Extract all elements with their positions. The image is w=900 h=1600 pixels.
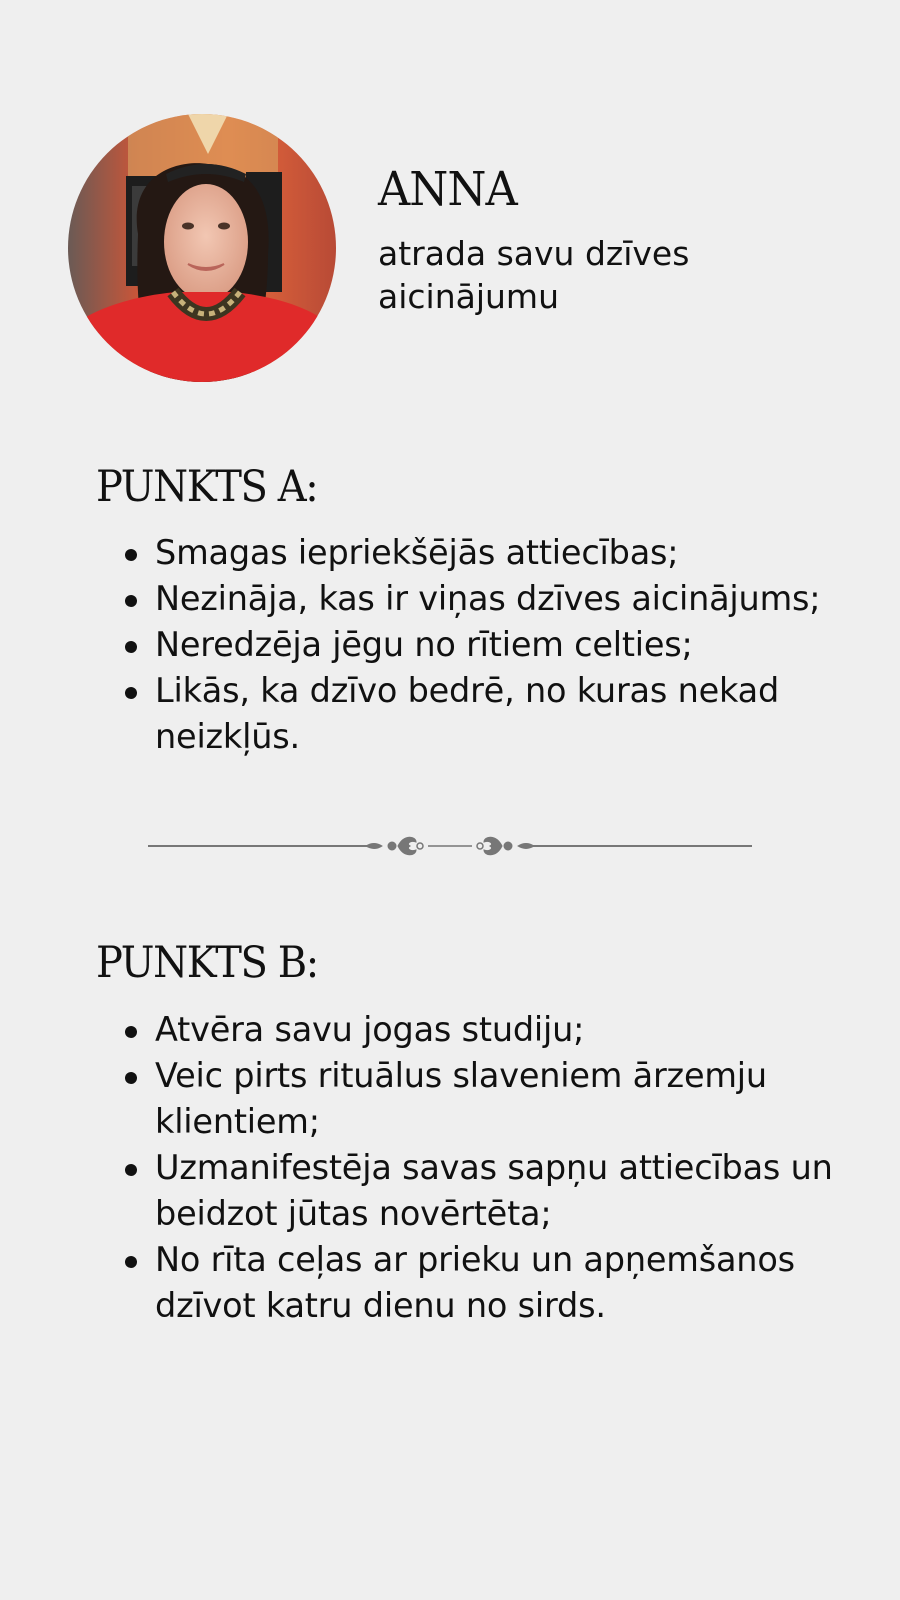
list-item — [155, 1007, 855, 1053]
portrait-image — [68, 114, 336, 382]
profile-name: ANNA — [378, 162, 517, 217]
list-item — [155, 622, 855, 668]
list-item-text: No rīta ceļas ar prieku un apņemšanos dzīvot katru dienu no sirds. — [155, 1240, 795, 1325]
bullet-icon — [125, 1256, 137, 1268]
list-item — [155, 1145, 855, 1237]
bullet-icon — [125, 1026, 137, 1038]
ornamental-divider-icon — [148, 834, 752, 858]
list-item-text: Neredzēja jēgu no rītiem celties; — [155, 625, 693, 664]
list-item — [155, 576, 855, 622]
bullet-icon — [125, 687, 137, 699]
list-item-text: Likās, ka dzīvo bedrē, no kuras nekad neizkļūs. — [155, 671, 780, 756]
list-item — [155, 1237, 855, 1329]
bullet-icon — [125, 595, 137, 607]
section-title-point-b: PUNKTS B: — [96, 938, 318, 988]
list-item — [155, 530, 855, 576]
bullet-icon — [125, 641, 137, 653]
list-item — [155, 1053, 855, 1145]
point-a-list — [155, 530, 855, 760]
list-item — [155, 668, 855, 760]
profile-subtitle: atrada savu dzīves aicinājumu — [378, 234, 690, 316]
list-item-text: Atvēra savu jogas studiju; — [155, 1010, 585, 1049]
list-item-text: Uzmanifestēja savas sapņu attiecības un beidzot jūtas novērtēta; — [155, 1148, 833, 1233]
list-item-text: Smagas iepriekšējās attiecības; — [155, 533, 679, 572]
point-b-list — [155, 1007, 855, 1329]
bullet-icon — [125, 549, 137, 561]
avatar-photo — [68, 114, 336, 382]
list-item-text: Nezināja, kas ir viņas dzīves aicinājums; — [155, 579, 821, 618]
section-title-point-a: PUNKTS A: — [96, 462, 318, 512]
bullet-icon — [125, 1072, 137, 1084]
list-item-text: Veic pirts rituālus slaveniem ārzemju klientiem; — [155, 1056, 767, 1141]
bullet-icon — [125, 1164, 137, 1176]
